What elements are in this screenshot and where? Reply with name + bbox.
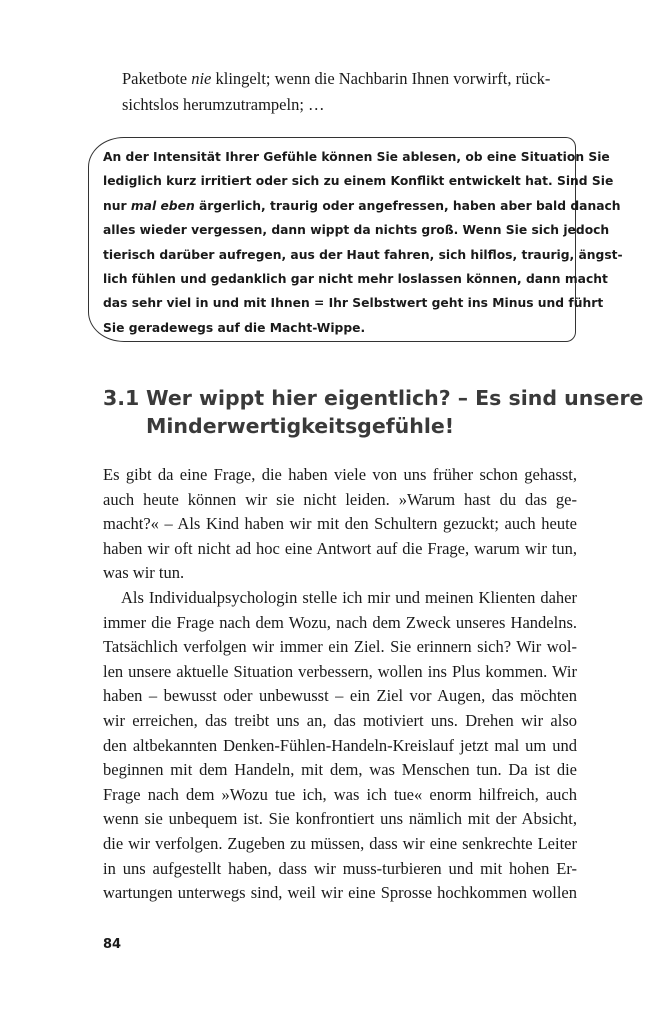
page-number: 84 [103, 937, 122, 952]
paragraph-1 [103, 463, 577, 586]
body-line: haben wir oft nicht ad hoc eine Antwort auf die Frage, warum wir tun, [103, 538, 577, 558]
body-line: Frage nach dem »Wozu tue ich, was ich tue« enorm hilfreich, auch [103, 784, 577, 804]
paragraph-2 [103, 586, 577, 906]
infobox-text: ärgerlich, traurig oder angefressen, haben aber bald danach [199, 198, 621, 213]
body-line: wenn sie unbequem ist. Sie konfrontiert uns nämlich mit der Absicht, [103, 809, 577, 829]
intro-line-2: sichtslos herumzutrampeln; … [122, 95, 325, 114]
body-line: immer die Frage nach dem Wozu, nach dem Zweck unseres Handelns. [103, 612, 577, 632]
body-line: auch heute können wir sie nicht leiden. »Warum hast du das ge- [103, 489, 577, 509]
section-title-line-1: Wer wippt hier eigentlich? – Es sind unsere [146, 386, 644, 410]
body-line: Als Individualpsychologin stelle ich mir und meinen Klienten daher [121, 587, 577, 607]
body-line: Es gibt da eine Frage, die haben viele von uns früher schon gehasst, [103, 465, 577, 484]
section-title-line-2: Minderwertigkeitsgefühle! [146, 414, 455, 438]
body-line: haben – bewusst oder unbewusst – ein Ziel vor Augen, das möchten [103, 686, 577, 706]
body-line: wartungen unterwegs sind, weil wir eine Sprosse hochkommen wollen [103, 883, 577, 903]
info-box [88, 137, 623, 342]
body-line: in uns aufgestellt haben, dass wir muss-turbieren und mit hohen Er- [103, 858, 577, 878]
intro-text: Paketbote [122, 69, 192, 88]
infobox-line: An der Intensität Ihrer Gefühle können Sie ablesen, ob eine Situation Sie [103, 150, 610, 164]
infobox-line [103, 194, 621, 218]
infobox-line: Sie geradewegs auf die Macht-Wippe. [103, 320, 366, 335]
intro-line-1 [122, 66, 577, 92]
intro-paragraph [122, 66, 577, 118]
infobox-line: alles wieder vergessen, dann wippt da nichts groß. Wenn Sie sich jedoch [103, 223, 610, 238]
body-line: wir erreichen, das treibt uns an, das motiviert uns. Drehen wir also [103, 710, 577, 730]
infobox-line: lediglich kurz irritiert oder sich zu einem Konflikt entwickelt hat. Sind Sie [103, 174, 614, 189]
body-line: den altbekannten Denken-Fühlen-Handeln-Kreislauf jetzt mal um und [103, 735, 577, 755]
body-line: beginnen mit dem Handeln, mit dem, was Menschen tun. Da ist die [103, 760, 577, 780]
infobox-line: lich fühlen und gedanklich gar nicht mehr loslassen können, dann macht [103, 272, 608, 287]
intro-text: klingelt; wenn die Nachbarin Ihnen vorwirft, rück- [211, 69, 551, 88]
section-number: 3.1 [103, 386, 140, 410]
infobox-text: nur [103, 198, 131, 213]
body-line: die wir verfolgen. Zugeben zu müssen, dass wir eine senkrechte Leiter [103, 833, 577, 853]
infobox-line: tierisch darüber aufregen, aus der Haut fahren, sich hilflos, traurig, ängst- [103, 247, 623, 262]
body-line: was wir tun. [103, 563, 185, 583]
body-text [103, 463, 577, 906]
body-line: macht?« – Als Kind haben wir mit den Schultern gezuckt; auch heute [103, 514, 577, 534]
infobox-line: das sehr viel in und mit Ihnen = Ihr Selbstwert geht ins Minus und führt [103, 296, 604, 311]
body-line: len unsere aktuelle Situation verbessern, wollen ins Plus kommen. Wir [103, 661, 577, 681]
intro-emphasis: nie [191, 69, 212, 88]
body-line: Tatsächlich verfolgen wir immer ein Ziel. Sie erinnern sich? Wir wol- [103, 637, 577, 657]
infobox-emphasis: mal eben [130, 198, 195, 213]
